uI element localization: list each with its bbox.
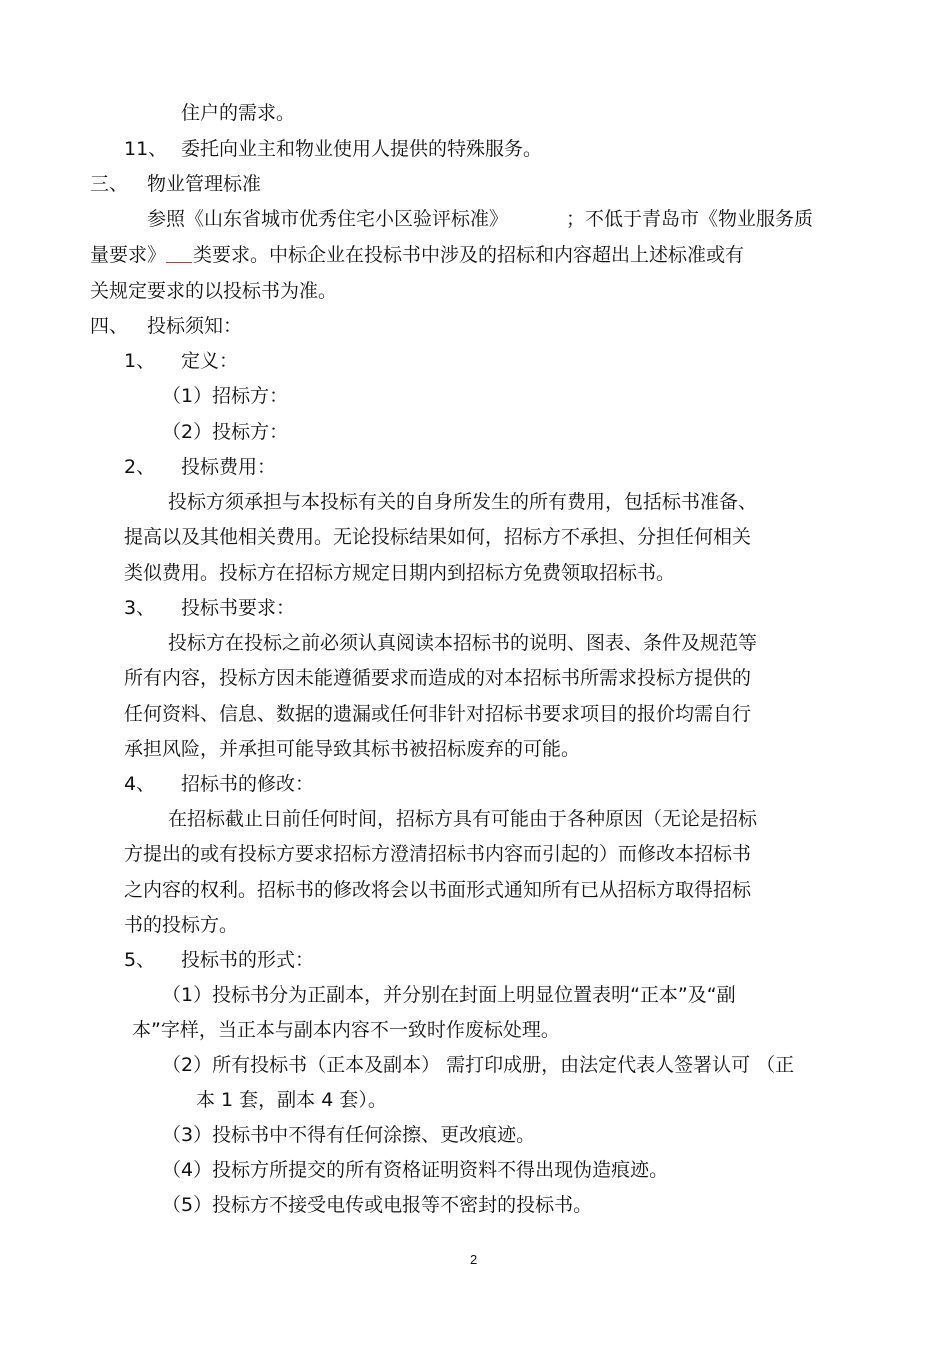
fill-in-blank — [166, 244, 192, 263]
sub5-item1-line1: （1）投标书分为正副本，并分别在封面上明显位置表明“正本”及“副 — [162, 984, 736, 1006]
sub3-line4: 承担风险，并承担可能导致其标书被招标废弃的可能。 — [124, 738, 581, 760]
sub5-number: 5、 — [124, 949, 156, 971]
item11-number: 11、 — [124, 138, 168, 160]
sub5-item2-line1: （2）所有投标书（正本及副本） 需打印成册，由法定代表人签署认可 （正 — [162, 1054, 795, 1076]
sub5-item4: （4）投标方所提交的所有资格证明资料不得出现伪造痕迹。 — [162, 1159, 669, 1181]
sub3-title: 投标书要求： — [181, 597, 296, 619]
section3-body-line1b: ；不低于青岛市《物业服务质 — [566, 208, 814, 230]
section3-body-line2b: 类要求。中标企业在投标书中涉及的招标和内容超出上述标准或有 — [193, 244, 745, 266]
item10-continuation: 住户的需求。 — [181, 102, 296, 124]
sub4-title: 招标书的修改： — [181, 773, 315, 795]
sub4-line4: 书的投标方。 — [124, 914, 239, 936]
sub1-item-a: （1）招标方： — [162, 385, 289, 407]
sub3-line1: 投标方在投标之前必须认真阅读本招标书的说明、图表、条件及规范等 — [168, 632, 758, 654]
section3-title: 物业管理标准 — [147, 173, 262, 195]
sub5-item2-line2: 本 1 套，副本 4 套）。 — [196, 1089, 387, 1111]
section3-number: 三、 — [90, 173, 129, 195]
sub4-number: 4、 — [124, 773, 156, 795]
sub2-title: 投标费用： — [181, 456, 277, 478]
sub4-line3: 之内容的权利。招标书的修改将会以书面形式通知所有已从招标方取得招标 — [124, 879, 752, 901]
sub2-line2: 提高以及其他相关费用。无论投标结果如何，招标方不承担、分担任何相关 — [124, 526, 752, 548]
sub3-line2: 所有内容，投标方因未能遵循要求而造成的对本招标书所需求投标方提供的 — [124, 667, 752, 689]
sub2-line1: 投标方须承担与本投标有关的自身所发生的所有费用，包括标书准备、 — [168, 491, 758, 513]
sub1-item-b: （2）投标方： — [162, 421, 289, 443]
sub4-line2: 方提出的或有投标方要求招标方澄清招标书内容而引起的）而修改本招标书 — [124, 843, 752, 865]
page-number: 2 — [470, 1252, 478, 1267]
section4-title: 投标须知： — [147, 315, 243, 337]
section3-body-line2a: 量要求》 — [90, 244, 167, 266]
sub2-line3: 类似费用。投标方在招标方规定日期内到招标方免费领取招标书。 — [124, 562, 676, 584]
section3-body-line1a: 参照《山东省城市优秀住宅小区验评标准》 — [147, 208, 509, 230]
item11-text: 委托向业主和物业使用人提供的特殊服务。 — [181, 138, 543, 160]
sub4-line1: 在招标截止日前任何时间，招标方具有可能由于各种原因（无论是招标 — [168, 808, 758, 830]
sub3-number: 3、 — [124, 597, 156, 619]
sub5-item3: （3）投标书中不得有任何涂擦、更改痕迹。 — [162, 1124, 536, 1146]
section4-number: 四、 — [90, 315, 129, 337]
sub5-item1-line2: 本”字样，当正本与副本内容不一致时作废标处理。 — [132, 1019, 560, 1041]
sub5-title: 投标书的形式： — [181, 949, 315, 971]
section3-body-line3: 关规定要求的以投标书为准。 — [90, 280, 338, 302]
sub2-number: 2、 — [124, 456, 156, 478]
sub5-item5: （5）投标方不接受电传或电报等不密封的投标书。 — [162, 1194, 593, 1216]
sub1-title: 定义： — [181, 350, 239, 372]
sub3-line3: 任何资料、信息、数据的遗漏或任何非针对招标书要求项目的报价均需自行 — [124, 703, 752, 725]
sub1-number: 1、 — [124, 350, 156, 372]
section3-body-line2 — [90, 243, 744, 267]
